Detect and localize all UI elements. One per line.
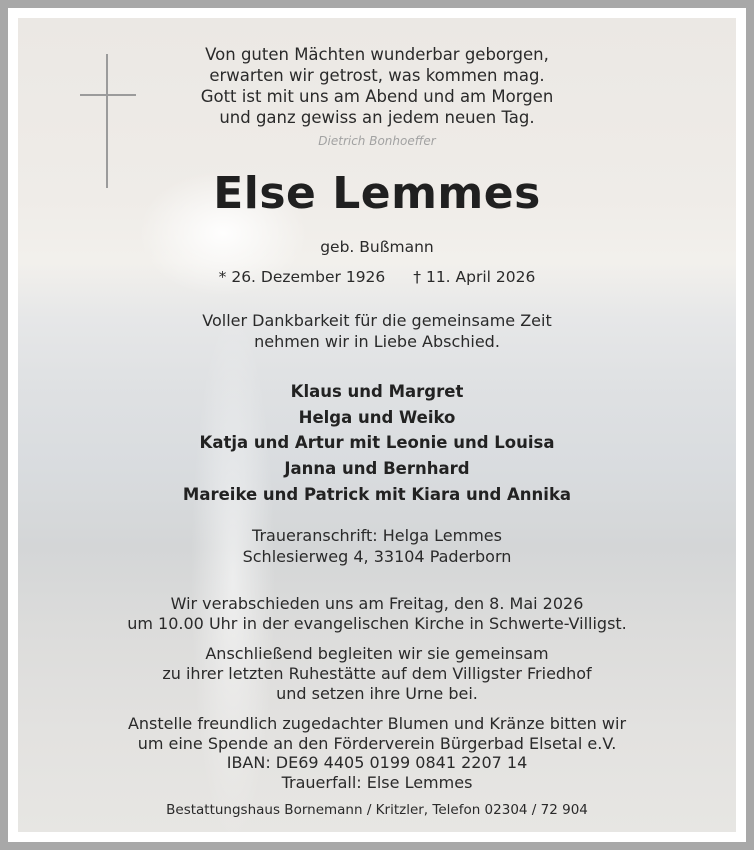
- address-line: Traueranschrift: Helga Lemmes: [252, 526, 502, 545]
- donation-line: um eine Spende an den Förderverein Bürgerbad Elsetal e.V.: [137, 733, 617, 753]
- family-member: Klaus und Margret: [290, 382, 464, 401]
- burial-line: und setzen ihre Urne bei.: [276, 684, 478, 703]
- family-member: Mareike und Patrick mit Kiara und Annika: [182, 484, 572, 504]
- thanks-text: [18, 310, 736, 352]
- family-list: [18, 379, 736, 508]
- family-member: Helga und Weiko: [298, 407, 456, 427]
- death-date: † 11. April 2026: [413, 268, 536, 286]
- address-line: Schlesierweg 4, 33104 Paderborn: [242, 546, 512, 566]
- burial-line: zu ihrer letzten Ruhestätte auf dem Villigster Friedhof: [162, 664, 592, 683]
- funeral-home-footer: Bestattungshaus Bornemann / Kritzler, Telefon 02304 / 72 904: [166, 802, 588, 818]
- poem-line: und ganz gewiss an jedem neuen Tag.: [219, 108, 535, 127]
- donation-info: [18, 714, 736, 792]
- donation-line: Trauerfall: Else Lemmes: [281, 772, 473, 792]
- poem-author: Dietrich Bonhoeffer: [318, 134, 436, 148]
- ceremony-info: [18, 594, 736, 634]
- burial-info: [18, 644, 736, 704]
- obituary-card: [18, 18, 736, 832]
- poem-line: Von guten Mächten wunderbar geborgen,: [205, 45, 549, 64]
- poem-line: Gott ist mit uns am Abend und am Morgen: [200, 87, 554, 106]
- poem: [18, 44, 736, 128]
- life-dates: [18, 268, 736, 286]
- thanks-line: Voller Dankbarkeit für die gemeinsame Zeit: [202, 311, 552, 330]
- donation-line: IBAN: DE69 4405 0199 0841 2207 14: [226, 753, 528, 772]
- family-member: Janna und Bernhard: [284, 459, 470, 479]
- burial-line: Anschließend begleiten wir sie gemeinsam: [205, 644, 549, 663]
- page-frame: [8, 8, 746, 842]
- ceremony-line: Wir verabschieden uns am Freitag, den 8. Mai 2026: [170, 594, 584, 613]
- birth-date: * 26. Dezember 1926: [218, 268, 386, 286]
- deceased-name: Else Lemmes: [213, 168, 541, 219]
- birth-name: geb. Bußmann: [320, 238, 434, 256]
- family-member: Katja und Artur mit Leonie und Louisa: [199, 433, 555, 453]
- donation-line: Anstelle freundlich zugedachter Blumen und Kränze bitten wir: [127, 714, 627, 733]
- thanks-line: nehmen wir in Liebe Abschied.: [254, 332, 500, 351]
- mourning-address: [18, 526, 736, 567]
- poem-line: erwarten wir getrost, was kommen mag.: [209, 66, 545, 85]
- ceremony-line: um 10.00 Uhr in der evangelischen Kirche in Schwerte-Villigst.: [127, 614, 627, 633]
